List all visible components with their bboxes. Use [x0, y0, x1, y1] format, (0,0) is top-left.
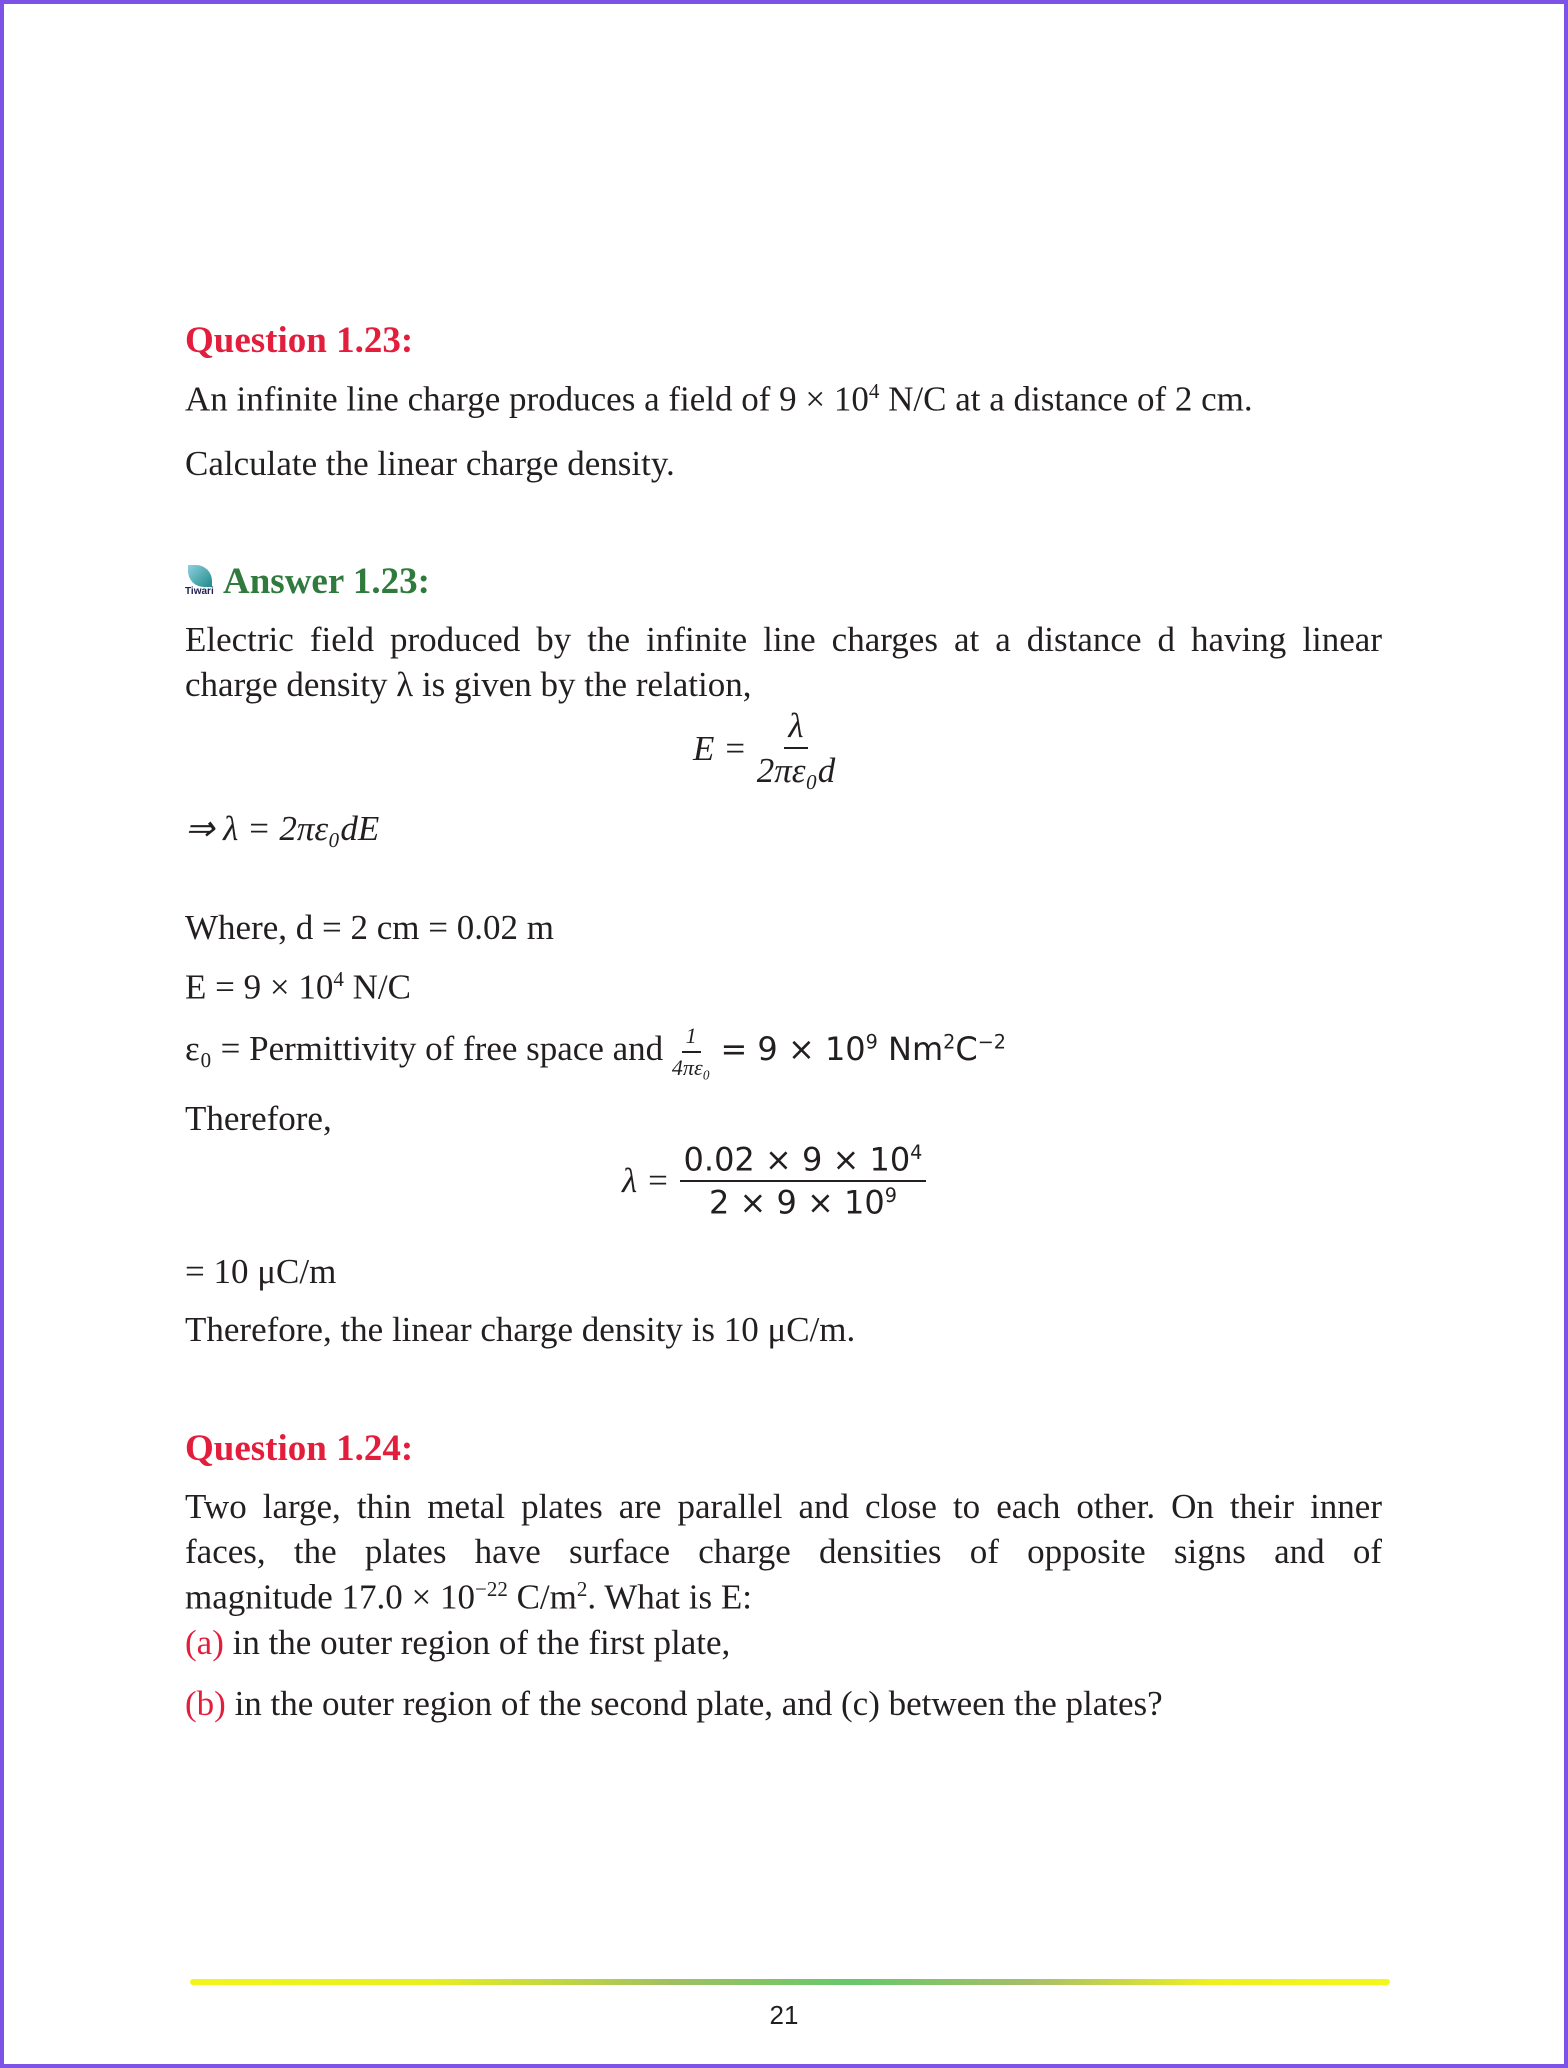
question-text: An infinite line charge produces a field of $9 \times 10^4$ N/C at a distance of 2 cm.	[185, 379, 1253, 419]
result: = 10 μC/m	[185, 1252, 337, 1291]
question-heading: Question 1.23:	[185, 320, 414, 361]
question-heading: Question 1.24:	[185, 1428, 414, 1469]
given-d: Where, d = 2 cm = 0.02 m	[185, 908, 554, 947]
question-part-b: (b) in the outer region of the second plate, and (c) between the plates?	[185, 1684, 1163, 1723]
formula-field: E = $\frac{\lambda}{\text{2πε₀d}}$	[693, 706, 836, 790]
given-e: $E = 9 \times 10^4$ N/C	[185, 967, 411, 1007]
tiwari-logo-icon: Tiwari	[185, 565, 215, 597]
question-text: Calculate the linear charge density.	[185, 444, 675, 483]
footer-rule	[190, 1979, 1390, 1985]
conclusion: Therefore, the linear charge density is 10 μC/m.	[185, 1310, 856, 1349]
formula-substitution: λ = $\frac{0.02 \times 9 \times 10^4}{2 \times 9 \times 10^9}$	[622, 1143, 926, 1218]
page-number: 21	[769, 2000, 799, 2030]
question-text: magnitude $17.0 \times 10^{-22}$ $C/m^2$. What is E:	[185, 1577, 752, 1617]
answer-text: Electric field produced by the infinite line charges at a distance d having linear	[185, 620, 1382, 659]
question-text: faces, the plates have surface charge densities of opposite signs and of	[185, 1532, 1382, 1571]
given-epsilon: ε₀ = Permittivity of free space and $\frac{1}{\text{4πε₀}}$ = $9 \times 10^9$ $Nm^2C^{-2}$	[185, 1023, 1007, 1080]
question-text: Two large, thin metal plates are parallel and close to each other. On their inner	[185, 1487, 1382, 1526]
answer-text: charge density λ is given by the relation,	[185, 665, 752, 704]
answer-heading: Tiwari Answer 1.23:	[185, 561, 430, 602]
therefore-label: Therefore,	[185, 1099, 332, 1138]
question-part-a: (a) in the outer region of the first plate,	[185, 1623, 731, 1662]
formula-lambda: ⇒ λ = 2πε₀dE	[185, 809, 380, 848]
